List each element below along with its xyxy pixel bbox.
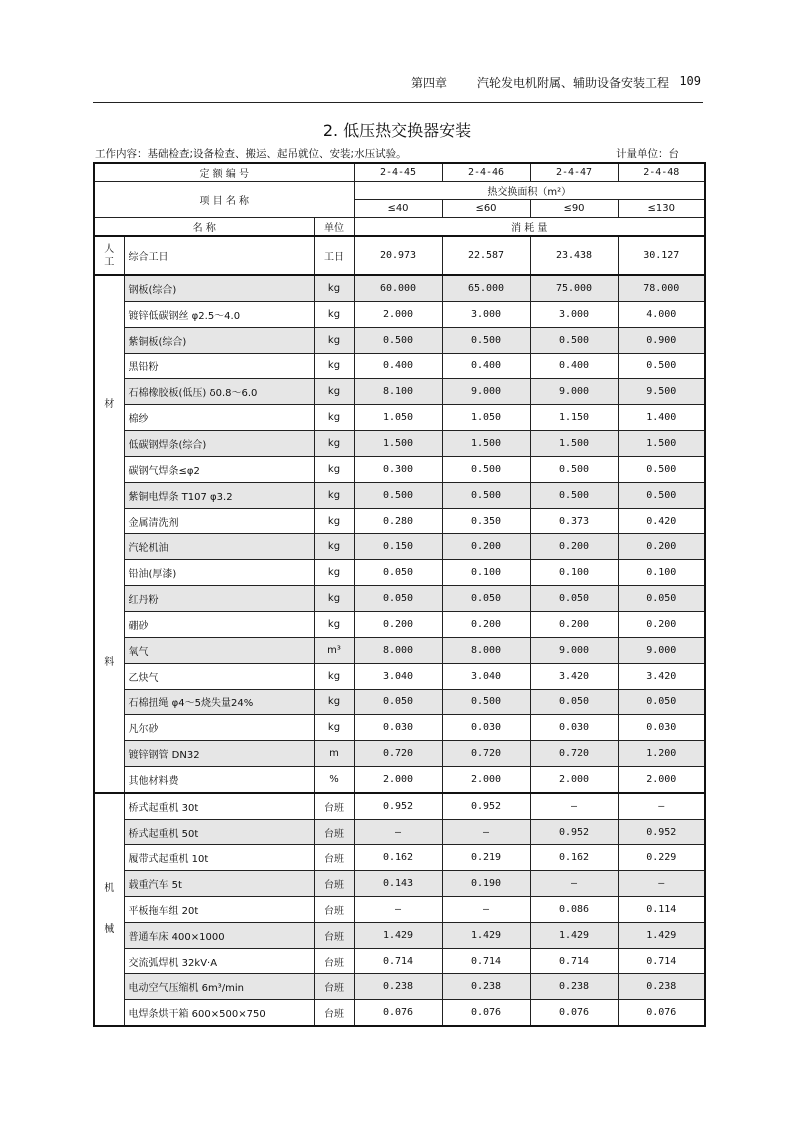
value-cell: 0.500 xyxy=(442,327,530,353)
value-cell: 8.000 xyxy=(354,637,442,663)
table-row xyxy=(94,767,705,793)
table-row xyxy=(94,819,705,845)
table-row xyxy=(94,715,705,741)
consume-col-header: 消 耗 量 xyxy=(354,218,705,237)
unit-col-header: 单位 xyxy=(314,218,354,237)
table-row xyxy=(94,871,705,897)
value-cell: 1.429 xyxy=(618,922,705,948)
value-cell: 3.420 xyxy=(618,663,705,689)
category-label-stack xyxy=(95,276,124,792)
table-row xyxy=(94,793,705,819)
value-cell: — xyxy=(618,793,705,819)
code-cell: 2-4-45 xyxy=(354,163,442,182)
code-cell: 2-4-48 xyxy=(618,163,705,182)
item-name: 石棉扭绳 φ4～5烧失量24% xyxy=(124,689,314,715)
value-cell: 0.400 xyxy=(530,353,618,379)
quota-label: 定 额 编 号 xyxy=(94,163,354,182)
area-label-row xyxy=(94,182,705,200)
table-row xyxy=(94,508,705,534)
value-cell: 0.952 xyxy=(530,819,618,845)
value-cell: 0.190 xyxy=(442,871,530,897)
value-cell: 0.050 xyxy=(354,560,442,586)
table-row xyxy=(94,948,705,974)
value-cell: 20.973 xyxy=(354,236,442,275)
item-name: 硼砂 xyxy=(124,611,314,637)
table-row xyxy=(94,1000,705,1026)
value-cell: 0.952 xyxy=(618,819,705,845)
header-rule xyxy=(93,102,703,103)
value-cell: 8.100 xyxy=(354,379,442,405)
table-row xyxy=(94,405,705,431)
item-unit: kg xyxy=(314,353,354,379)
item-name: 电动空气压缩机 6m³/min xyxy=(124,974,314,1000)
value-cell: 78.000 xyxy=(618,275,705,301)
item-unit: kg xyxy=(314,327,354,353)
value-cell: 0.400 xyxy=(354,353,442,379)
item-unit: 工日 xyxy=(314,236,354,275)
value-cell: 0.420 xyxy=(618,508,705,534)
value-cell: 0.238 xyxy=(442,974,530,1000)
item-name: 钢板(综合) xyxy=(124,275,314,301)
value-cell: 0.373 xyxy=(530,508,618,534)
value-cell: 3.040 xyxy=(442,663,530,689)
value-cell: 0.900 xyxy=(618,327,705,353)
item-unit: m xyxy=(314,741,354,767)
table-row xyxy=(94,482,705,508)
value-cell: 0.030 xyxy=(618,715,705,741)
value-cell: 1.150 xyxy=(530,405,618,431)
item-name: 其他材料费 xyxy=(124,767,314,793)
table-row xyxy=(94,534,705,560)
value-cell: 0.076 xyxy=(442,1000,530,1026)
table-row xyxy=(94,663,705,689)
value-cell: 75.000 xyxy=(530,275,618,301)
value-cell: 65.000 xyxy=(442,275,530,301)
item-unit: kg xyxy=(314,405,354,431)
table-row xyxy=(94,301,705,327)
value-cell: 0.050 xyxy=(354,689,442,715)
value-cell: 0.500 xyxy=(530,456,618,482)
value-cell: 1.429 xyxy=(354,922,442,948)
value-cell: 0.114 xyxy=(618,897,705,923)
table-row xyxy=(94,379,705,405)
value-cell: 3.040 xyxy=(354,663,442,689)
code-cell: 2-4-47 xyxy=(530,163,618,182)
value-cell: 0.720 xyxy=(530,741,618,767)
table-row xyxy=(94,275,705,301)
category-char: 机 xyxy=(104,883,115,895)
item-unit: kg xyxy=(314,456,354,482)
value-cell: 0.086 xyxy=(530,897,618,923)
item-name: 红丹粉 xyxy=(124,586,314,612)
item-unit: 台班 xyxy=(314,1000,354,1026)
value-cell: 0.400 xyxy=(442,353,530,379)
chapter-title: 汽轮发电机附属、辅助设备安装工程 xyxy=(477,76,670,90)
name-col-header: 名 称 xyxy=(94,218,314,237)
value-cell: 0.500 xyxy=(354,327,442,353)
item-unit: 台班 xyxy=(314,974,354,1000)
section-title: 2. 低压热交换器安装 xyxy=(322,121,472,140)
item-unit: kg xyxy=(314,560,354,586)
item-name: 金属清洗剂 xyxy=(124,508,314,534)
value-cell: 22.587 xyxy=(442,236,530,275)
value-cell: 0.030 xyxy=(354,715,442,741)
item-name: 乙炔气 xyxy=(124,663,314,689)
value-cell: 1.500 xyxy=(354,431,442,457)
category-label-stack xyxy=(95,882,124,936)
value-cell: 0.050 xyxy=(354,586,442,612)
item-unit: 台班 xyxy=(314,871,354,897)
value-cell: 2.000 xyxy=(354,767,442,793)
value-cell: 0.500 xyxy=(618,456,705,482)
running-header xyxy=(93,74,703,104)
value-cell: 0.030 xyxy=(442,715,530,741)
item-name: 桥式起重机 30t xyxy=(124,793,314,819)
item-unit: kg xyxy=(314,663,354,689)
value-cell: 0.200 xyxy=(530,611,618,637)
measurement-unit: 计量单位：台 xyxy=(616,148,679,160)
table-row xyxy=(94,236,705,275)
value-cell: 9.000 xyxy=(530,379,618,405)
value-cell: 9.000 xyxy=(442,379,530,405)
code-cell: 2-4-46 xyxy=(442,163,530,182)
work-content: 工作内容：基础检查;设备检查、搬运、起吊就位、安装;水压试验。 xyxy=(95,148,407,160)
category-char: 工 xyxy=(104,256,115,268)
value-cell: 0.100 xyxy=(442,560,530,586)
item-unit: kg xyxy=(314,689,354,715)
item-name: 铅油(厚漆) xyxy=(124,560,314,586)
item-name: 镀锌低碳钢丝 φ2.5～4.0 xyxy=(124,301,314,327)
value-cell: 2.000 xyxy=(618,767,705,793)
table-row xyxy=(94,974,705,1000)
item-unit: kg xyxy=(314,482,354,508)
value-cell: 0.150 xyxy=(354,534,442,560)
table-row xyxy=(94,560,705,586)
value-cell: 0.076 xyxy=(354,1000,442,1026)
value-cell: 0.200 xyxy=(618,611,705,637)
item-unit: m³ xyxy=(314,637,354,663)
item-unit: 台班 xyxy=(314,897,354,923)
table-row xyxy=(94,456,705,482)
item-unit: kg xyxy=(314,301,354,327)
value-cell: 0.050 xyxy=(442,586,530,612)
value-cell: 1.050 xyxy=(442,405,530,431)
value-cell: 2.000 xyxy=(354,301,442,327)
value-cell: 0.500 xyxy=(442,456,530,482)
value-cell: 30.127 xyxy=(618,236,705,275)
value-cell: 0.200 xyxy=(442,611,530,637)
value-cell: 0.162 xyxy=(530,845,618,871)
value-cell: 0.714 xyxy=(442,948,530,974)
value-cell: 0.050 xyxy=(530,689,618,715)
value-cell: 9.500 xyxy=(618,379,705,405)
value-cell: 0.500 xyxy=(530,327,618,353)
value-cell: 0.100 xyxy=(618,560,705,586)
item-unit: kg xyxy=(314,275,354,301)
value-cell: 0.714 xyxy=(618,948,705,974)
value-cell: 0.076 xyxy=(530,1000,618,1026)
value-cell: 1.050 xyxy=(354,405,442,431)
table-row xyxy=(94,897,705,923)
value-cell: — xyxy=(354,897,442,923)
item-name: 石棉橡胶板(低压) δ0.8～6.0 xyxy=(124,379,314,405)
table-row xyxy=(94,611,705,637)
area-value: ≤40 xyxy=(354,200,442,218)
value-cell: 0.952 xyxy=(442,793,530,819)
value-cell: 1.429 xyxy=(442,922,530,948)
value-cell: 60.000 xyxy=(354,275,442,301)
value-cell: 0.500 xyxy=(442,689,530,715)
value-cell: 0.030 xyxy=(530,715,618,741)
category-machine xyxy=(94,793,124,1026)
item-unit: kg xyxy=(314,508,354,534)
item-name: 平板拖车组 20t xyxy=(124,897,314,923)
item-unit: 台班 xyxy=(314,819,354,845)
value-cell: 0.952 xyxy=(354,793,442,819)
item-unit: kg xyxy=(314,534,354,560)
value-cell: — xyxy=(530,793,618,819)
item-name: 电焊条烘干箱 600×500×750 xyxy=(124,1000,314,1026)
item-unit: 台班 xyxy=(314,948,354,974)
area-value: ≤130 xyxy=(618,200,705,218)
item-name: 综合工日 xyxy=(124,236,314,275)
value-cell: 0.714 xyxy=(530,948,618,974)
value-cell: 1.500 xyxy=(618,431,705,457)
value-cell: 1.500 xyxy=(442,431,530,457)
value-cell: 23.438 xyxy=(530,236,618,275)
item-unit: kg xyxy=(314,611,354,637)
value-cell: 0.100 xyxy=(530,560,618,586)
value-cell: 0.350 xyxy=(442,508,530,534)
value-cell: 0.200 xyxy=(442,534,530,560)
table-row xyxy=(94,922,705,948)
value-cell: 0.076 xyxy=(618,1000,705,1026)
table-row xyxy=(94,586,705,612)
value-cell: — xyxy=(530,871,618,897)
item-name: 氧气 xyxy=(124,637,314,663)
item-unit: kg xyxy=(314,715,354,741)
value-cell: 0.238 xyxy=(618,974,705,1000)
value-cell: 0.500 xyxy=(618,353,705,379)
value-cell: — xyxy=(354,819,442,845)
value-cell: 0.162 xyxy=(354,845,442,871)
item-name: 碳钢气焊条≤φ2 xyxy=(124,456,314,482)
value-cell: — xyxy=(442,897,530,923)
item-name: 低碳钢焊条(综合) xyxy=(124,431,314,457)
value-cell: — xyxy=(618,871,705,897)
item-unit: kg xyxy=(314,586,354,612)
value-cell: 1.429 xyxy=(530,922,618,948)
table-row xyxy=(94,637,705,663)
table-row xyxy=(94,689,705,715)
item-unit: 台班 xyxy=(314,793,354,819)
item-name: 紫铜电焊条 T107 φ3.2 xyxy=(124,482,314,508)
value-cell: 2.000 xyxy=(530,767,618,793)
value-cell: 8.000 xyxy=(442,637,530,663)
item-name: 凡尔砂 xyxy=(124,715,314,741)
item-name: 棉纱 xyxy=(124,405,314,431)
value-cell: 9.000 xyxy=(530,637,618,663)
value-cell: 3.000 xyxy=(530,301,618,327)
item-name: 紫铜板(综合) xyxy=(124,327,314,353)
value-cell: 1.200 xyxy=(618,741,705,767)
category-labor xyxy=(94,236,124,275)
value-cell: 0.300 xyxy=(354,456,442,482)
item-name: 汽轮机油 xyxy=(124,534,314,560)
page-number: 109 xyxy=(679,74,701,88)
value-cell: 0.200 xyxy=(530,534,618,560)
quota-table xyxy=(93,162,706,1027)
item-name: 交流弧焊机 32kV·A xyxy=(124,948,314,974)
area-value: ≤90 xyxy=(530,200,618,218)
table-row xyxy=(94,327,705,353)
value-cell: 0.280 xyxy=(354,508,442,534)
value-cell: 0.500 xyxy=(530,482,618,508)
value-cell: 4.000 xyxy=(618,301,705,327)
value-cell: 0.050 xyxy=(618,586,705,612)
item-name: 黑铅粉 xyxy=(124,353,314,379)
item-name: 载重汽车 5t xyxy=(124,871,314,897)
item-name: 镀锌钢管 DN32 xyxy=(124,741,314,767)
item-unit: % xyxy=(314,767,354,793)
value-cell: 1.400 xyxy=(618,405,705,431)
table-row xyxy=(94,431,705,457)
table-row xyxy=(94,353,705,379)
table-row xyxy=(94,741,705,767)
value-cell: 1.500 xyxy=(530,431,618,457)
value-cell: 0.219 xyxy=(442,845,530,871)
value-cell: 0.143 xyxy=(354,871,442,897)
value-cell: 0.200 xyxy=(354,611,442,637)
column-header-row xyxy=(94,218,705,237)
item-unit: 台班 xyxy=(314,922,354,948)
value-cell: 0.720 xyxy=(442,741,530,767)
item-unit: kg xyxy=(314,431,354,457)
value-cell: 2.000 xyxy=(442,767,530,793)
value-cell: 0.238 xyxy=(530,974,618,1000)
value-cell: 0.238 xyxy=(354,974,442,1000)
area-value: ≤60 xyxy=(442,200,530,218)
value-cell: 0.500 xyxy=(354,482,442,508)
value-cell: 0.500 xyxy=(618,482,705,508)
quota-code-row xyxy=(94,163,705,182)
category-char: 人 xyxy=(104,243,115,255)
item-label: 项 目 名 称 xyxy=(94,182,354,218)
category-char: 械 xyxy=(104,924,115,936)
value-cell: 0.500 xyxy=(442,482,530,508)
value-cell: 0.229 xyxy=(618,845,705,871)
value-cell: 3.420 xyxy=(530,663,618,689)
item-name: 桥式起重机 50t xyxy=(124,819,314,845)
value-cell: 9.000 xyxy=(618,637,705,663)
value-cell: 0.200 xyxy=(618,534,705,560)
value-cell: — xyxy=(442,819,530,845)
category-char: 料 xyxy=(104,657,115,669)
item-name: 履带式起重机 10t xyxy=(124,845,314,871)
value-cell: 0.714 xyxy=(354,948,442,974)
category-material xyxy=(94,275,124,793)
value-cell: 3.000 xyxy=(442,301,530,327)
item-unit: 台班 xyxy=(314,845,354,871)
area-label: 热交换面积（m²） xyxy=(354,182,705,200)
item-unit: kg xyxy=(314,379,354,405)
table-row xyxy=(94,845,705,871)
value-cell: 0.720 xyxy=(354,741,442,767)
value-cell: 0.050 xyxy=(530,586,618,612)
category-char: 材 xyxy=(104,399,115,411)
chapter-label: 第四章 xyxy=(411,76,448,90)
item-name: 普通车床 400×1000 xyxy=(124,922,314,948)
value-cell: 0.050 xyxy=(618,689,705,715)
